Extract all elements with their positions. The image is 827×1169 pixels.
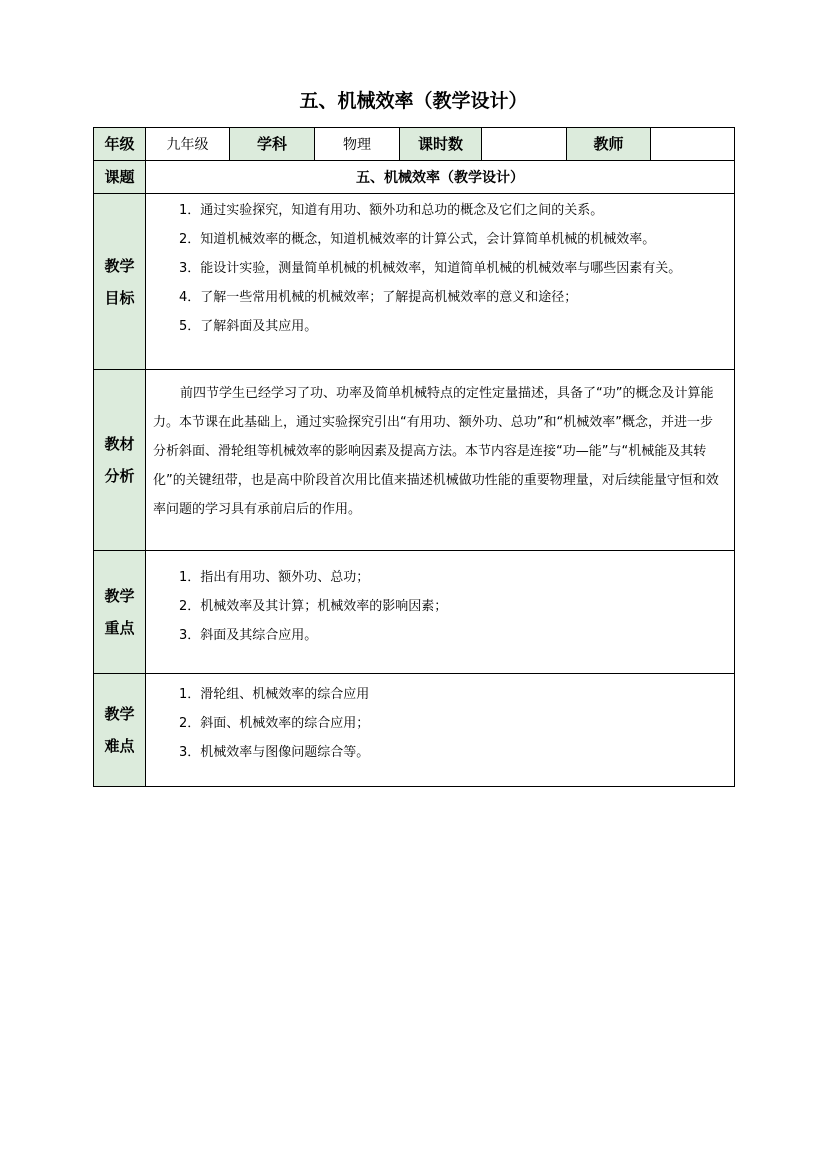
key-points-content: [146, 551, 735, 674]
difficulties-list: [146, 674, 734, 767]
topic-row: [94, 161, 735, 194]
list-item: 2．知道机械效率的概念，知道机械效率的计算公式，会计算简单机械的机械效率。: [179, 232, 656, 247]
analysis-text: 前四节学生已经学习了功、功率及简单机械特点的定性定量描述，具备了“功”的概念及计算能力。本节课在此基础上，通过实验探究引出“有用功、额外功、总功”和“机械效率”概念，并进一步分析斜面、滑轮组等机械效率的影响因素及提高方法。本节内容是连接“功—能”与“机械能及其转化”的关键纽带，也是高中阶段首次用比值来描述机械做功性能的重要物理量，对后续能量守恒和效率问题的学习具有承前启后的作用。: [146, 370, 735, 551]
list-item: 1．通过实验探究，知道有用功、额外功和总功的概念及它们之间的关系。: [179, 203, 604, 218]
list-item: 3．能设计实验，测量简单机械的机械效率，知道简单机械的机械效率与哪些因素有关。: [179, 261, 682, 276]
subject-value: 物理: [315, 128, 400, 161]
key-points-label: 教学 重点: [94, 551, 146, 674]
objectives-row: [94, 194, 735, 370]
objectives-list: [146, 194, 734, 341]
key-points-row: [94, 551, 735, 674]
list-item: 3．机械效率与图像问题综合等。: [179, 745, 370, 760]
list-item: 1．指出有用功、额外功、总功；: [179, 570, 370, 585]
topic-label: 课题: [94, 161, 146, 194]
list-item: 1．滑轮组、机械效率的综合应用: [179, 687, 370, 702]
subject-label: 学科: [230, 128, 315, 161]
header-row: [94, 128, 735, 161]
list-item: 2．机械效率及其计算；机械效率的影响因素；: [179, 599, 448, 614]
list-item: 4．了解一些常用机械的机械效率；了解提高机械效率的意义和途径；: [179, 290, 578, 305]
difficulties-content: [146, 674, 735, 787]
objectives-label: 教学 目标: [94, 194, 146, 370]
analysis-row: [94, 370, 735, 551]
document-title: 五、机械效率（教学设计）: [299, 90, 528, 112]
hours-value: [482, 128, 567, 161]
difficulties-label: 教学 难点: [94, 674, 146, 787]
objectives-content: [146, 194, 735, 370]
teacher-value: [651, 128, 735, 161]
list-item: 5．了解斜面及其应用。: [179, 319, 318, 334]
key-points-list: [146, 551, 734, 650]
list-item: 2．斜面、机械效率的综合应用；: [179, 716, 370, 731]
list-item: 3．斜面及其综合应用。: [179, 628, 318, 643]
grade-label: 年级: [94, 128, 146, 161]
lesson-plan-table: [93, 127, 735, 787]
teacher-label: 教师: [567, 128, 651, 161]
grade-value: 九年级: [146, 128, 230, 161]
analysis-label: 教材 分析: [94, 370, 146, 551]
hours-label: 课时数: [400, 128, 482, 161]
topic-value: 五、机械效率（教学设计）: [146, 161, 735, 194]
difficulties-row: [94, 674, 735, 787]
